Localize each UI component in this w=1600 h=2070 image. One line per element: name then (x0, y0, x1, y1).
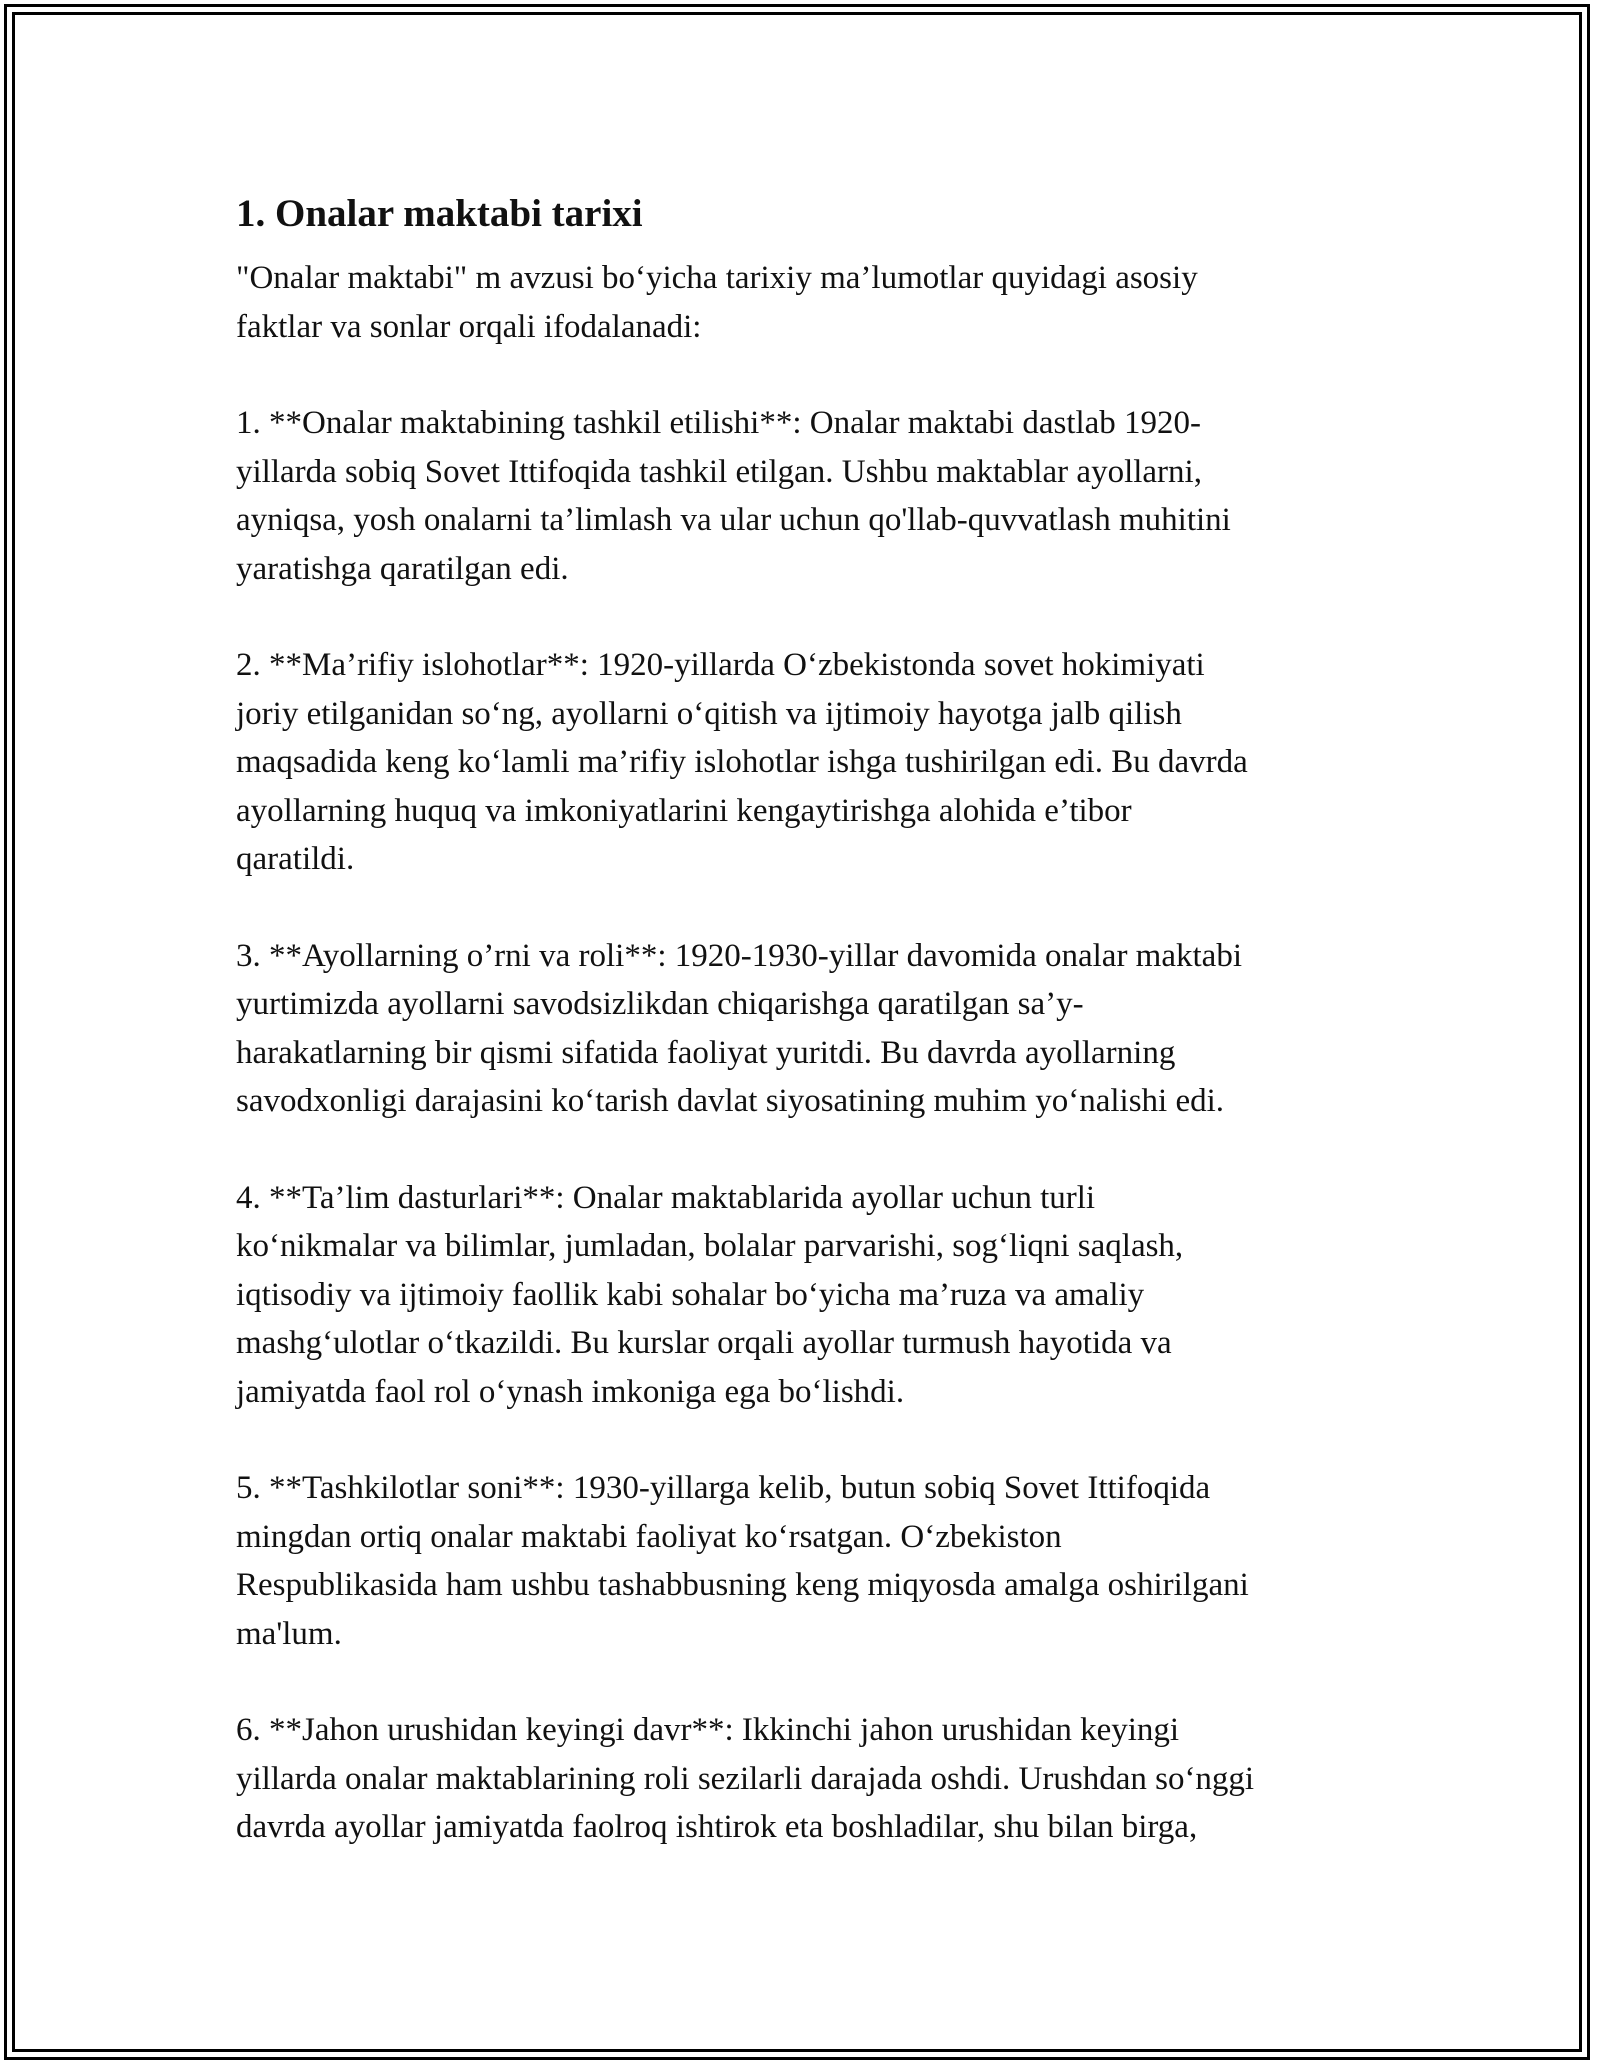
text-line: Respublikasida ham ushbu tashabbusning keng miqyosda amalga oshirilgani (236, 1567, 1249, 1603)
text-line: maqsadida keng ko‘lamli ma’rifiy islohotlar ishga tushirilgan edi. Bu davrda (236, 744, 1248, 780)
text-line: mingdan ortiq onalar maktabi faoliyat ko‘rsatgan. O‘zbekiston (236, 1518, 1062, 1555)
text-line: ayollarning huquq va imkoniyatlarini kengaytirishga alohida e’tibor (236, 792, 1132, 829)
text-line: jamiyatda faol rol o‘ynash imkoniga ega bo‘lishdi. (236, 1373, 905, 1410)
text-line: davrda ayollar jamiyatda faolroq ishtirok eta boshladilar, shu bilan birga, (236, 1809, 1198, 1845)
paragraph-item-3 (236, 932, 1376, 1126)
text-line: 2. **Ma’rifiy islohotlar**: 1920-yillarda O‘zbekistonda sovet hokimiyati (236, 647, 1205, 683)
text-line: "Onalar maktabi" m avzusi bo‘yicha tarixiy ma’lumotlar quyidagi asosiy (236, 260, 1198, 296)
paragraph-item-6 (236, 1706, 1376, 1852)
text-line: savodxonligi darajasini ko‘tarish davlat siyosatining muhim yo‘nalishi edi. (236, 1083, 1225, 1119)
text-line: ko‘nikmalar va bilimlar, jumladan, bolalar parvarishi, sog‘liqni saqlash, (236, 1228, 1184, 1264)
text-line: 6. **Jahon urushidan keyingi davr**: Ikkinchi jahon urushidan keyingi (236, 1712, 1180, 1748)
paragraph-item-4 (236, 1174, 1376, 1417)
paragraph-item-5 (236, 1464, 1376, 1658)
text-line: joriy etilganidan so‘ng, ayollarni o‘qitish va ijtimoiy hayotga jalb qilish (236, 695, 1182, 732)
paragraph-item-1 (236, 399, 1376, 593)
text-line: harakatlarning bir qismi sifatida faoliyat yuritdi. Bu davrda ayollarning (236, 1034, 1176, 1071)
paragraph-item-2 (236, 641, 1376, 884)
text-line: ayniqsa, yosh onalarni ta’limlash va ular uchun qo'llab-quvvatlash muhitini (236, 502, 1231, 538)
text-line: qaratildi. (236, 841, 355, 877)
text-line: 5. **Tashkilotlar soni**: 1930-yillarga kelib, butun sobiq Sovet Ittifoqida (236, 1470, 1211, 1506)
text-line: ma'lum. (236, 1615, 342, 1652)
intro-paragraph (236, 254, 1376, 351)
text-line: yillarda sobiq Sovet Ittifoqida tashkil etilgan. Ushbu maktablar ayollarni, (236, 453, 1202, 490)
text-line: yurtimizda ayollarni savodsizlikdan chiqarishga qaratilgan sa’y- (236, 986, 1084, 1022)
document-title: 1. Onalar maktabi tarixi (236, 192, 643, 235)
document-body (236, 186, 1376, 1900)
text-line: mashg‘ulotlar o‘tkazildi. Bu kurslar orqali ayollar turmush hayotida va (236, 1325, 1172, 1361)
text-line: yaratishga qaratilgan edi. (236, 550, 569, 587)
text-line: yillarda onalar maktablarining roli sezilarli darajada oshdi. Urushdan so‘nggi (236, 1760, 1255, 1797)
text-line: 4. **Ta’lim dasturlari**: Onalar maktablarida ayollar uchun turli (236, 1179, 1096, 1216)
text-line: 1. **Onalar maktabining tashkil etilishi**: Onalar maktabi dastlab 1920- (236, 405, 1202, 441)
text-line: 3. **Ayollarning o’rni va roli**: 1920-1930-yillar davomida onalar maktabi (236, 937, 1242, 974)
text-line: faktlar va sonlar orqali ifodalanadi: (236, 308, 702, 345)
text-line: iqtisodiy va ijtimoiy faollik kabi sohalar bo‘yicha ma’ruza va amaliy (236, 1276, 1145, 1313)
